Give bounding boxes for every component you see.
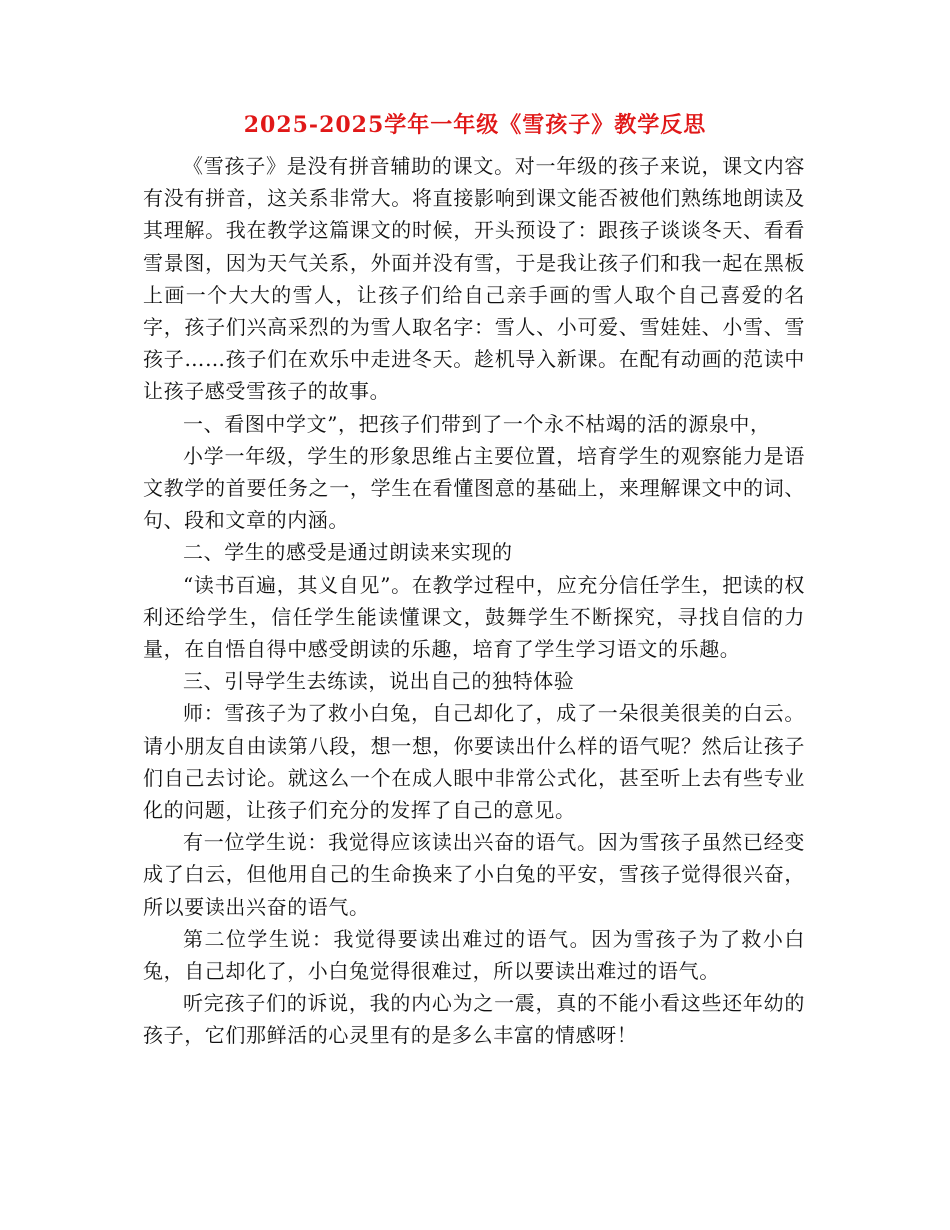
paragraph-observation: 小学一年级，学生的形象思维占主要位置，培育学生的观察能力是语文教学的首要任务之一，学生在看懂图意的基础上，来理解课文中的词、句、段和文章的内涵。 xyxy=(143,443,805,533)
paragraph-heading-3: 三、引导学生去练读，说出自己的独特体验 xyxy=(183,669,575,694)
paragraph-heading-1: 一、看图中学文”，把孩子们带到了一个永不枯竭的活的源泉中， xyxy=(183,411,771,436)
paragraph-conclusion: 听完孩子们的诉说，我的内心为之一震，真的不能小看这些还年幼的孩子，它们那鲜活的心灵里有的是多么丰富的情感呀！ xyxy=(143,991,805,1048)
paragraph-teacher: 师：雪孩子为了救小白兔，自己却化了，成了一朵很美很美的白云。请小朋友自由读第八段，想一想，你要读出什么样的语气呢？然后让孩子们自己去讨论。就这么一个在成人眼中非常公式化，甚至听上去有些专业化的问题，让孩子们充分的发挥了自己的意见。 xyxy=(143,701,805,823)
document-body xyxy=(143,150,805,1052)
page-title: 2025-2025学年一年级《雪孩子》教学反思 xyxy=(243,112,707,138)
paragraph-intro: 《雪孩子》是没有拼音辅助的课文。对一年级的孩子来说，课文内容有没有拼音，这关系非常大。将直接影响到课文能否被他们熟练地朗读及其理解。我在教学这篇课文的时候，开头预设了：跟孩子谈谈冬天、看看雪景图，因为天气关系，外面并没有雪，于是我让孩子们和我一起在黑板上画一个大大的雪人，让孩子们给自己亲手画的雪人取个自己喜爱的名字，孩子们兴高采烈的为雪人取名字：雪人、小可爱、雪娃娃、小雪、雪孩子……孩子们在欢乐中走进冬天。趁机导入新课。在配有动画的范读中让孩子感受雪孩子的故事。 xyxy=(143,154,805,404)
paragraph-student-2: 第二位学生说：我觉得要读出难过的语气。因为雪孩子为了救小白兔，自己却化了，小白兔觉得很难过，所以要读出难过的语气。 xyxy=(143,926,805,984)
paragraph-heading-2: 二、学生的感受是通过朗读来实现的 xyxy=(183,540,513,565)
paragraph-student-1: 有一位学生说：我觉得应该读出兴奋的语气。因为雪孩子虽然已经变成了白云，但他用自己的生命换来了小白兔的平安，雪孩子觉得很兴奋，所以要读出兴奋的语气。 xyxy=(143,830,805,919)
paragraph-reading: “读书百遍，其义自见”。在教学过程中，应充分信任学生，把读的权利还给学生，信任学生能读懂课文，鼓舞学生不断探究，寻找自信的力量，在自悟自得中感受朗读的乐趣，培育了学生学习语文的乐趣。 xyxy=(143,572,805,662)
